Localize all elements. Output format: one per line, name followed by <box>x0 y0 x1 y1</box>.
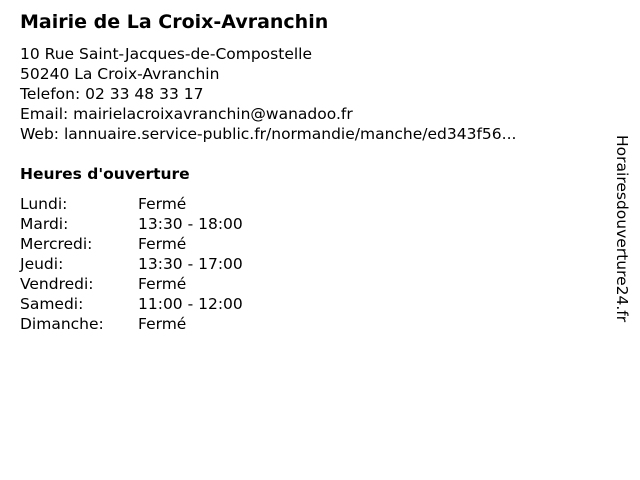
site-watermark-text: Horairesdouverture24.fr <box>613 135 631 323</box>
page-title: Mairie de La Croix-Avranchin <box>20 11 329 33</box>
day-hours: Fermé <box>138 315 187 333</box>
day-hours: 13:30 - 17:00 <box>138 255 243 273</box>
day-label: Vendredi: <box>20 275 94 293</box>
day-hours: 11:00 - 12:00 <box>138 295 243 313</box>
day-label: Jeudi: <box>20 255 64 273</box>
day-label: Samedi: <box>20 295 84 313</box>
contact-info <box>20 44 516 144</box>
phone-number: Telefon: 02 33 48 33 17 <box>20 85 204 103</box>
day-hours: Fermé <box>138 195 187 213</box>
hours-row <box>20 214 243 234</box>
hours-table <box>20 194 243 334</box>
day-hours: 13:30 - 18:00 <box>138 215 243 233</box>
email-address: Email: mairielacroixavranchin@wanadoo.fr <box>20 105 353 123</box>
day-label: Mercredi: <box>20 235 93 253</box>
city-address: 50240 La Croix-Avranchin <box>20 65 220 83</box>
day-label: Mardi: <box>20 215 69 233</box>
hours-row <box>20 254 243 274</box>
site-watermark <box>612 135 632 371</box>
hours-row <box>20 274 243 294</box>
hours-heading: Heures d'ouverture <box>20 165 190 183</box>
day-hours: Fermé <box>138 275 187 293</box>
hours-row <box>20 234 243 254</box>
day-label: Lundi: <box>20 195 68 213</box>
website-link: Web: lannuaire.service-public.fr/normandie/manche/ed343f56... <box>20 125 517 143</box>
day-hours: Fermé <box>138 235 187 253</box>
hours-row <box>20 194 243 214</box>
hours-row <box>20 294 243 314</box>
street-address: 10 Rue Saint-Jacques-de-Compostelle <box>20 45 313 63</box>
hours-row <box>20 314 243 334</box>
day-label: Dimanche: <box>20 315 104 333</box>
